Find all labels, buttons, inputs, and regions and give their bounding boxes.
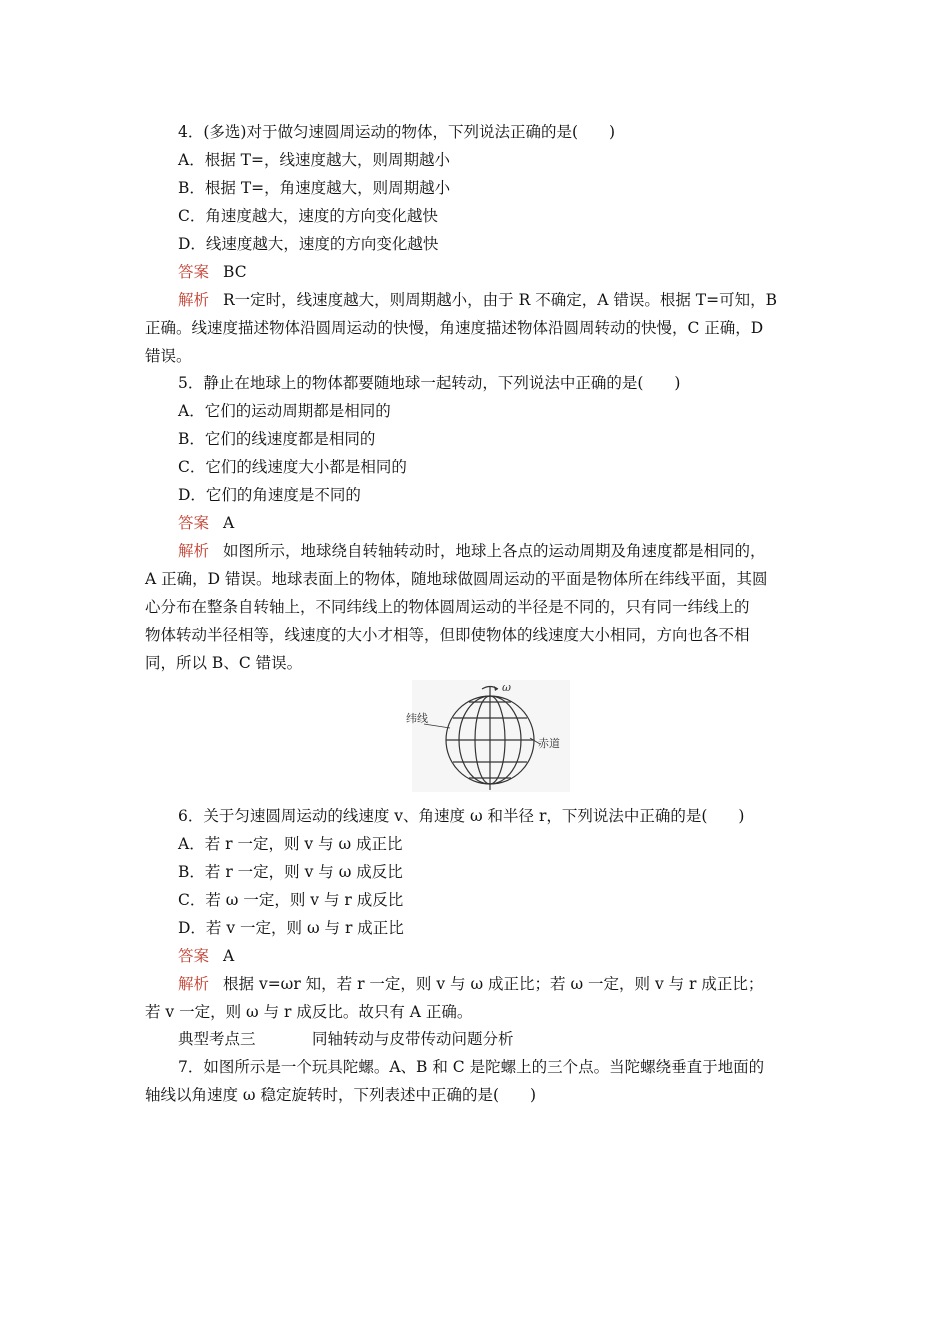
q6-option-b: B．若 r 一定，则 v 与 ω 成反比 (178, 863, 403, 881)
q4-analysis-line-2: 正确。线速度描述物体沿圆周运动的快慢，角速度描述物体沿圆周转动的快慢，C 正确，D (145, 319, 764, 337)
q4-answer: BC (223, 263, 247, 281)
answer-label: 答案 (178, 947, 210, 965)
answer-label: 答案 (178, 514, 210, 532)
q5-analysis-line-5: 同，所以 B、C 错误。 (145, 654, 303, 672)
q5-option-a: A．它们的运动周期都是相同的 (178, 402, 391, 420)
section-label: 典型考点三 (178, 1030, 256, 1048)
q5-option-d: D．它们的角速度是不同的 (178, 486, 361, 504)
answer-label: 答案 (178, 263, 210, 281)
equator-label: 赤道 (538, 737, 560, 750)
q6-answer-line (178, 946, 234, 966)
q4-option-c: C．角速度越大，速度的方向变化越快 (178, 207, 438, 225)
q4-stem: 4．(多选)对于做匀速圆周运动的物体，下列说法正确的是( ) (178, 123, 616, 141)
q6-analysis-line-2: 若 v 一定，则 ω 与 r 成反比。故只有 A 正确。 (145, 1003, 473, 1021)
analysis-label: 解析 (178, 291, 210, 309)
q6-stem: 6．关于匀速圆周运动的线速度 v、角速度 ω 和半径 r，下列说法中正确的是( ) (178, 807, 745, 825)
q5-analysis-line-3: 心分布在整条自转轴上，不同纬线上的物体圆周运动的半径是不同的，只有同一纬线上的 (145, 598, 750, 616)
q5-answer-line (178, 513, 234, 533)
latitude-label: 纬线 (406, 712, 428, 725)
section-title: 同轴转动与皮带传动问题分析 (312, 1030, 514, 1048)
q6-answer: A (223, 947, 235, 965)
q4-option-a: A．根据 T=，线速度越大，则周期越小 (178, 151, 450, 169)
q5-analysis-line-2: A 正确，D 错误。地球表面上的物体，随地球做圆周运动的平面是物体所在纬线平面，其圆 (145, 570, 768, 588)
q4-option-b: B．根据 T=，角速度越大，则周期越小 (178, 179, 451, 197)
q5-option-c: C．它们的线速度大小都是相同的 (178, 458, 407, 476)
q4-answer-line (178, 262, 247, 282)
omega-label: ω (502, 681, 511, 694)
globe-figure (406, 680, 570, 792)
q5-analysis-line-1 (178, 541, 766, 561)
q4-analysis-text-1: R一定时，线速度越大，则周期越小，由于 R 不确定，A 错误。根据 T=可知，B (223, 291, 777, 309)
q4-analysis-line-3: 错误。 (145, 347, 192, 365)
q4-option-d: D．线速度越大，速度的方向变化越快 (178, 235, 439, 253)
q7-stem-line-1: 7．如图所示是一个玩具陀螺。A、B 和 C 是陀螺上的三个点。当陀螺绕垂直于地面的 (178, 1058, 765, 1076)
q4-analysis-line-1 (178, 290, 777, 310)
section-heading (178, 1029, 514, 1049)
q6-option-d: D．若 v 一定，则 ω 与 r 成正比 (178, 919, 404, 937)
q5-answer: A (223, 514, 235, 532)
globe-diagram (412, 680, 570, 792)
q5-option-b: B．它们的线速度都是相同的 (178, 430, 376, 448)
analysis-label: 解析 (178, 975, 210, 993)
q6-option-c: C．若 ω 一定，则 v 与 r 成反比 (178, 891, 404, 909)
analysis-label: 解析 (178, 542, 210, 560)
q5-stem: 5．静止在地球上的物体都要随地球一起转动，下列说法中正确的是( ) (178, 374, 681, 392)
q6-analysis-line-1 (178, 974, 763, 994)
q5-analysis-line-4: 物体转动半径相等，线速度的大小才相等，但即使物体的线速度大小相同，方向也各不相 (145, 626, 750, 644)
q6-analysis-text-1: 根据 v=ωr 知，若 r 一定，则 v 与 ω 成正比；若 ω 一定，则 v 与 r 成正比； (223, 975, 764, 993)
q7-stem-line-2: 轴线以角速度 ω 稳定旋转时，下列表述中正确的是( ) (145, 1086, 537, 1104)
q5-analysis-text-1: 如图所示，地球绕自转轴转动时，地球上各点的运动周期及角速度都是相同的， (223, 542, 766, 560)
q6-option-a: A．若 r 一定，则 v 与 ω 成正比 (178, 835, 403, 853)
